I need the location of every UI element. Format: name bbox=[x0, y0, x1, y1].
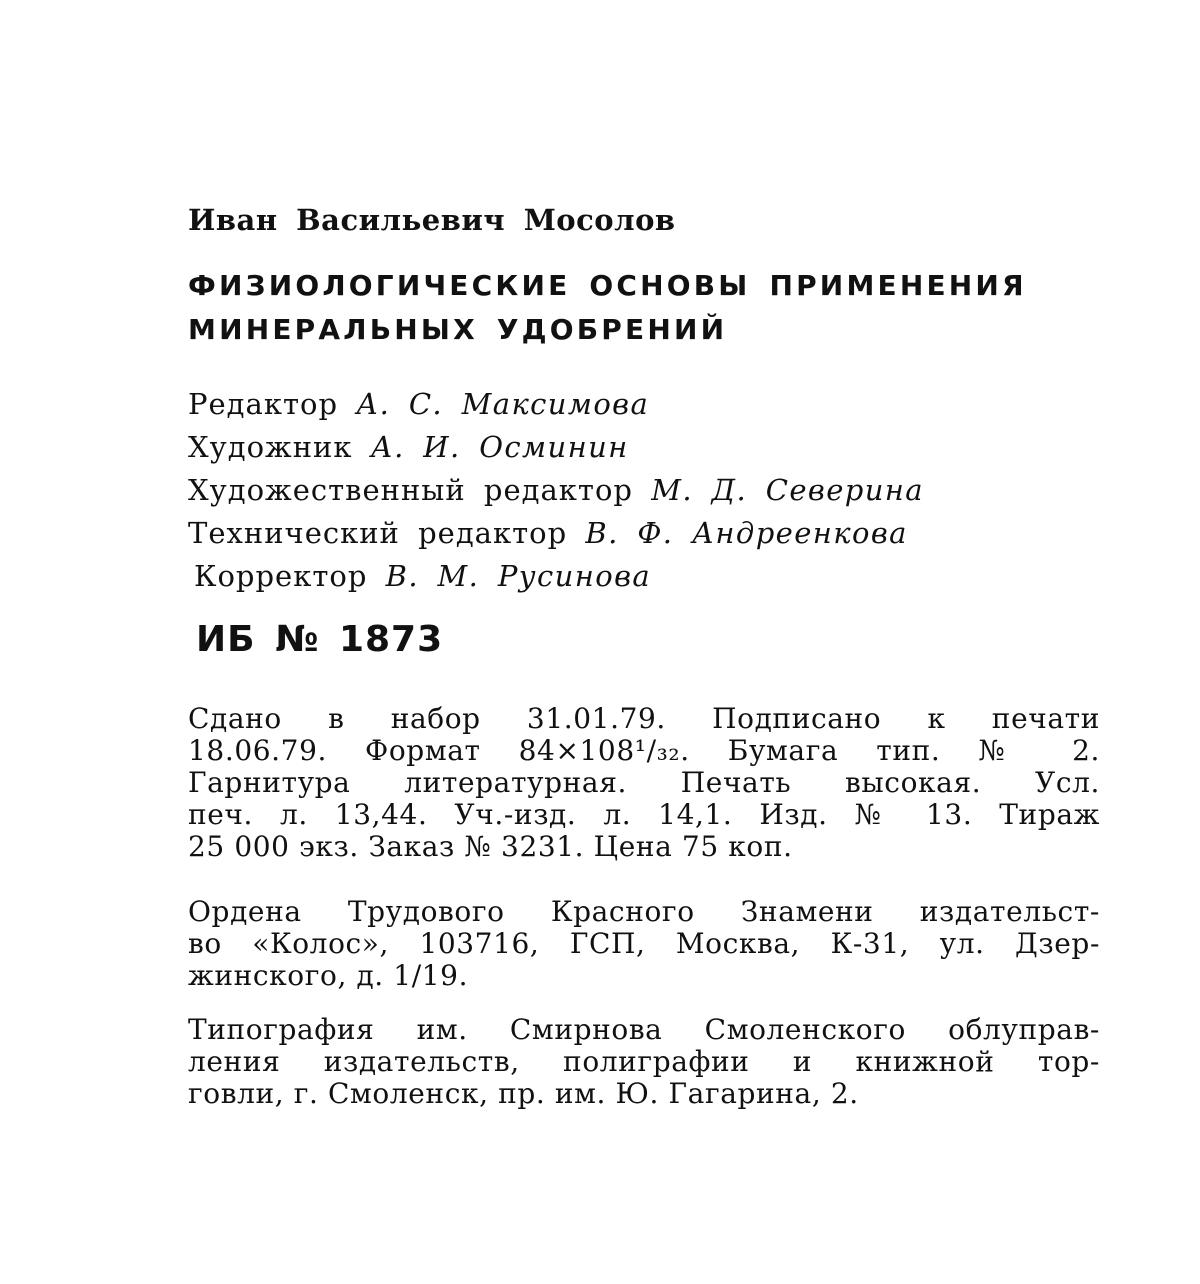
credit-role: Художественный редактор bbox=[188, 473, 633, 507]
credit-person: А. И. Осминин bbox=[370, 430, 629, 464]
print-details-line: 25 000 экз. Заказ № 3231. Цена 75 коп. bbox=[188, 830, 793, 863]
print-details bbox=[188, 703, 1100, 863]
credit-person: А. С. Максимова bbox=[356, 387, 650, 421]
publisher-line: во «Колос», 103716, ГСП, Москва, К-31, ул. Дзер- bbox=[188, 927, 1100, 960]
credit-role: Редактор bbox=[188, 387, 339, 421]
print-details-line: Гарнитура литературная. Печать высокая. Усл. bbox=[188, 766, 1100, 799]
credit-art-editor bbox=[188, 469, 924, 512]
credit-role: Художник bbox=[188, 430, 353, 464]
credit-role: Технический редактор bbox=[188, 516, 568, 550]
ib-number: ИБ № 1873 bbox=[196, 619, 444, 660]
printer-line: Типография им. Смирнова Смоленского облуправ- bbox=[188, 1013, 1100, 1046]
credit-technical-editor bbox=[188, 512, 924, 555]
printer-info bbox=[188, 1014, 1100, 1110]
credit-person: М. Д. Северина bbox=[651, 473, 924, 507]
author-name: Иван Васильевич Мосолов bbox=[188, 203, 676, 237]
book-title bbox=[188, 264, 1100, 352]
publisher-info bbox=[188, 896, 1100, 992]
print-details-line: 18.06.79. Формат 84×108¹/₃₂. Бумага тип. № 2. bbox=[188, 734, 1100, 767]
publisher-line: Ордена Трудового Красного Знамени издательст- bbox=[188, 895, 1100, 928]
credit-proofreader bbox=[194, 555, 924, 598]
credit-role: Корректор bbox=[194, 559, 368, 593]
credit-person: В. М. Русинова bbox=[385, 559, 652, 593]
publisher-line: жинского, д. 1/19. bbox=[188, 959, 469, 992]
book-title-line: ФИЗИОЛОГИЧЕСКИЕ ОСНОВЫ ПРИМЕНЕНИЯ bbox=[188, 269, 1027, 302]
credit-editor bbox=[188, 383, 924, 426]
book-title-line: МИНЕРАЛЬНЫХ УДОБРЕНИЙ bbox=[188, 313, 728, 346]
credits-list bbox=[188, 383, 924, 598]
credit-person: В. Ф. Андреенкова bbox=[585, 516, 908, 550]
print-details-line: печ. л. 13,44. Уч.-изд. л. 14,1. Изд. № 13. Тираж bbox=[188, 798, 1100, 831]
print-details-line: Сдано в набор 31.01.79. Подписано к печати bbox=[188, 702, 1100, 735]
printer-line: ления издательств, полиграфии и книжной тор- bbox=[188, 1045, 1100, 1078]
credit-artist bbox=[188, 426, 924, 469]
printer-line: говли, г. Смоленск, пр. им. Ю. Гагарина, 2. bbox=[188, 1077, 859, 1110]
